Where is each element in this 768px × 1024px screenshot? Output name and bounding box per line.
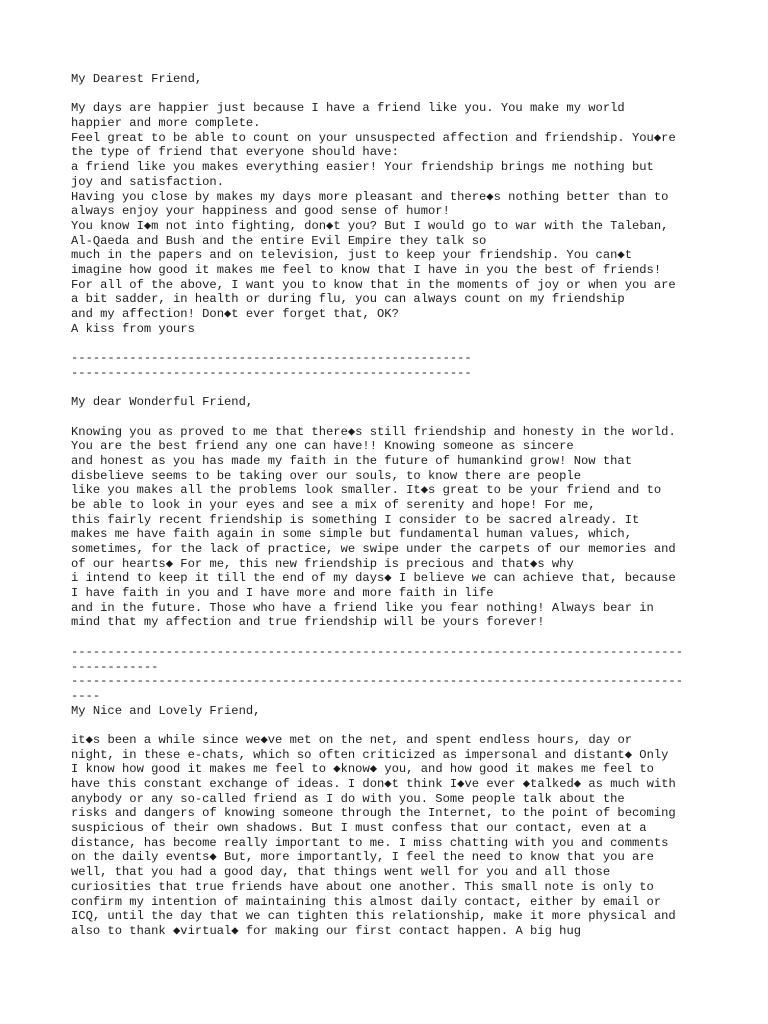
text-line: Having you close by makes my days more pleasant and there◆s nothing better than to (71, 189, 669, 204)
separator-line: ------------------------------------------------------- (71, 365, 472, 380)
text-line: it◆s been a while since we◆ve met on the net, and spent endless hours, day or (71, 732, 633, 747)
text-line: i intend to keep it till the end of my days◆ I believe we can achieve that, because (71, 571, 676, 586)
separator-line: ---- (71, 688, 101, 703)
text-line: night, in these e-chats, which so often criticized as impersonal and distant◆ Only (71, 747, 669, 762)
blank-line (71, 630, 711, 645)
text-line: I know how good it makes me feel to ◆know◆ you, and how good it makes me feel to (71, 762, 654, 777)
text-line: My dear Wonderful Friend, (71, 395, 254, 410)
text-line: be able to look in your eyes and see a mix of serenity and hope! For me, (71, 497, 596, 512)
blank-line (71, 410, 711, 425)
text-line: imagine how good it makes me feel to know that I have in you the best of friends! (71, 262, 662, 277)
blank-line (71, 336, 711, 351)
separator-line: ------------------------------------------------------------------------------------ (71, 674, 683, 689)
text-line: ICQ, until the day that we can tighten this relationship, make it more physical and (71, 909, 676, 924)
text-line: sometimes, for the lack of practice, we swipe under the carpets of our memories and (71, 542, 676, 556)
blank-line (71, 87, 711, 102)
text-line: and honest as you has made my faith in the future of humankind grow! Now that (71, 453, 632, 468)
text-line: Feel great to be able to count on your unsuspected affection and friendship. You◆re (71, 130, 676, 145)
text-line: joy and satisfaction. (71, 174, 224, 189)
text-line: You are the best friend any one can have!! Knowing someone as sincere (71, 439, 574, 454)
text-line: like you makes all the problems look smaller. It◆s great to be your friend and to (71, 483, 662, 498)
text-line: risks and dangers of knowing someone through the Internet, to the point of becoming (71, 806, 676, 821)
separator-line: ------------------------------------------------------- (71, 351, 472, 366)
text-line: suspicious of their own shadows. But I must confess that our contact, even at a (71, 821, 647, 836)
text-line: also to thank ◆virtual◆ for making our first contact happen. A big hug (71, 923, 582, 938)
text-line: mind that my affection and true friendship will be yours forever! (71, 615, 545, 630)
text-line: this fairly recent friendship is something I consider to be sacred already. It (71, 512, 640, 527)
text-line: have this constant exchange of ideas. I don◆t think I◆ve ever ◆talked◆ as much with (71, 777, 676, 791)
text-line: of our hearts◆ For me, this new friendship is precious and that◆s why (71, 556, 574, 571)
text-line: happier and more complete. (71, 116, 261, 131)
text-line: confirm my intention of maintaining this almost daily contact, either by email or (71, 894, 662, 909)
text-line: a bit sadder, in health or during flu, you can always count on my friendship (71, 292, 625, 307)
text-line: on the daily events◆ But, more importantly, I feel the need to know that you are (71, 850, 654, 865)
text-line: always enjoy your happiness and good sense of humor! (71, 204, 450, 219)
text-line: and in the future. Those who have a friend like you fear nothing! Always bear in (71, 600, 654, 615)
separator-line: ------------------------------------------------------------------------------------ (71, 644, 683, 659)
text-line: You know I◆m not into fighting, don◆t you? But I would go to war with the Taleban, (71, 218, 669, 233)
text-line: I have faith in you and I have more and more faith in life (71, 586, 494, 601)
text-line: Al-Qaeda and Bush and the entire Evil Empire they talk so (71, 233, 487, 248)
blank-line (71, 718, 711, 733)
text-line: makes me have faith again in some simple but fundamental human values, which, (71, 527, 632, 542)
text-line: the type of friend that everyone should have: (71, 145, 399, 160)
text-line: My Dearest Friend, (71, 72, 203, 86)
text-line: anybody or any so-called friend as I do with you. Some people talk about the (71, 791, 625, 806)
separator-line: ------------ (71, 659, 159, 674)
text-line: much in the papers and on television, just to keep your friendship. You can◆t (71, 248, 633, 263)
document-page (71, 72, 711, 939)
text-line: disbelieve seems to be taking over our souls, to know there are people (71, 468, 581, 483)
text-line: Knowing you as proved to me that there◆s still friendship and honesty in the world. (71, 424, 676, 439)
text-line: a friend like you makes everything easier! Your friendship brings me nothing but (71, 160, 654, 175)
text-line: My Nice and Lovely Friend, (71, 703, 261, 718)
text-line: curiosities that true friends have about one another. This small note is only to (71, 879, 654, 894)
text-line: My days are happier just because I have a friend like you. You make my world (71, 101, 625, 116)
text-line: well, that you had a good day, that things went well for you and all those (71, 865, 611, 880)
text-line: For all of the above, I want you to know that in the moments of joy or when you are (71, 277, 676, 292)
text-line: and my affection! Don◆t ever forget that, OK? (71, 307, 399, 321)
text-line: A kiss from yours (71, 321, 195, 336)
blank-line (71, 380, 711, 395)
text-line: distance, has become really important to me. I miss chatting with you and comments (71, 835, 669, 850)
